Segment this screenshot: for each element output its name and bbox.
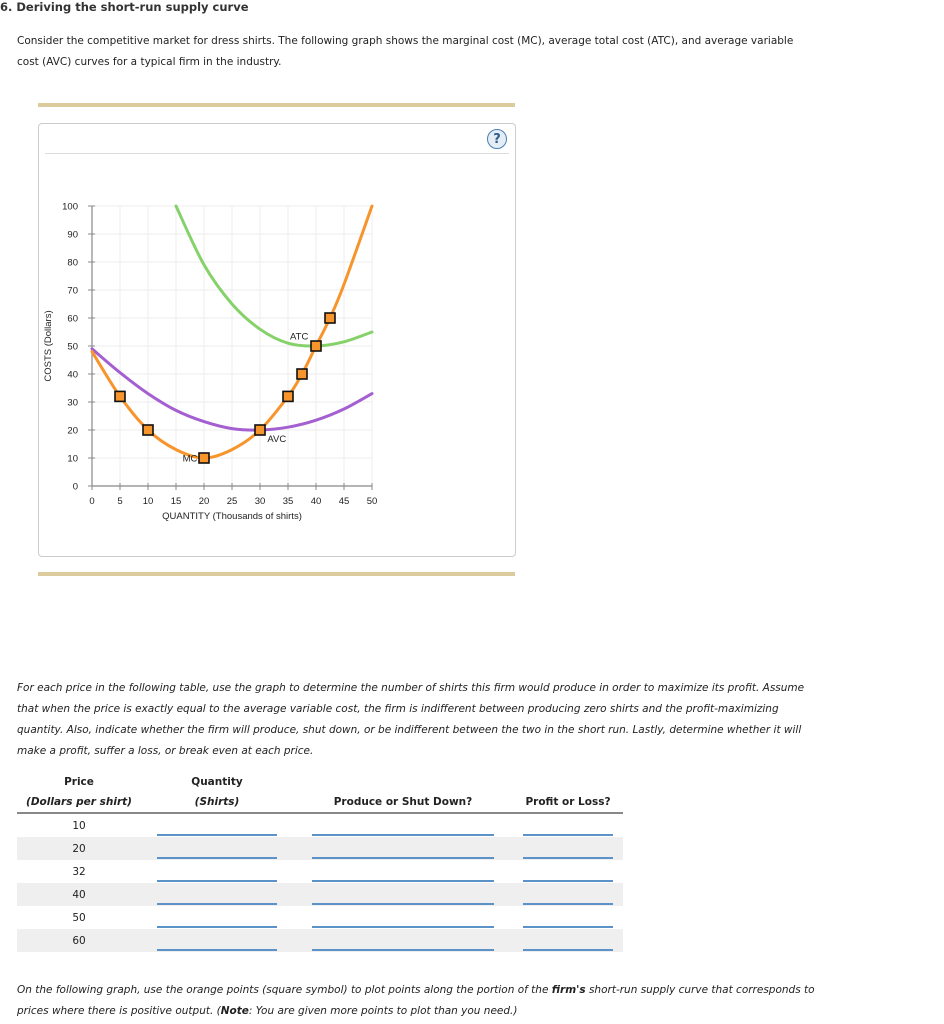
orange-square-marker[interactable] [297, 369, 307, 379]
produce-dropdown[interactable] [312, 862, 494, 882]
price-cell: 50 [72, 911, 86, 924]
produce-dropdown[interactable] [312, 931, 494, 951]
intro-text: Consider the competitive market for dress shirts. The following graph shows the marginal cost (MC), average total cost (ATC), and average variable cost (AVC) curves for a typical firm in the industry. [17, 35, 794, 68]
price-cell: 40 [17, 883, 141, 906]
quantity-dropdown[interactable] [157, 908, 277, 928]
x-tick-label: 10 [142, 496, 154, 507]
profit-dropdown[interactable] [523, 908, 613, 928]
produce-dropdown[interactable] [312, 885, 494, 905]
y-tick-label: 60 [67, 313, 78, 325]
plot-instructions [17, 980, 817, 1022]
profit-dropdown[interactable] [523, 816, 613, 836]
table-row [17, 860, 623, 883]
profit-dropdown[interactable] [523, 862, 613, 882]
x-tick-label: 35 [282, 496, 294, 507]
produce-header: Produce or Shut Down? [293, 792, 513, 813]
y-tick-label: 40 [67, 369, 78, 381]
top-divider [38, 103, 515, 107]
y-tick-label: 90 [67, 229, 78, 241]
cost-curves-chart [38, 180, 514, 540]
plot-instr-bold2: Note [220, 1005, 249, 1017]
question-title: 6. Deriving the short-run supply curve [0, 0, 249, 14]
y-tick-label: 30 [67, 397, 78, 409]
profit-dropdown[interactable] [523, 839, 613, 859]
x-tick-label: 5 [117, 496, 123, 507]
plot-instr-part2: short-run supply curve that corresponds to prices where there is positive output. ( [17, 984, 815, 1017]
price-cell: 60 [17, 929, 141, 952]
atc-label: ATC [290, 331, 309, 343]
panel-header-divider [45, 153, 509, 154]
y-tick-label: 50 [67, 341, 78, 353]
atc-curve [176, 206, 372, 346]
y-tick-label: 0 [72, 481, 78, 493]
orange-square-marker[interactable] [283, 391, 293, 401]
profit-dropdown[interactable] [523, 885, 613, 905]
price-cell: 10 [72, 819, 86, 832]
table-row [17, 813, 623, 837]
produce-dropdown[interactable] [312, 839, 494, 859]
produce-dropdown[interactable] [312, 816, 494, 836]
quantity-dropdown[interactable] [157, 931, 277, 951]
mc-label: MC [182, 453, 198, 465]
x-axis-label: QUANTITY (Thousands of shirts) [162, 511, 302, 522]
y-tick-label: 70 [67, 285, 78, 297]
price-cell: 20 [17, 837, 141, 860]
price-table [17, 772, 623, 952]
y-axis-label: COSTS (Dollars) [43, 310, 54, 382]
bottom-divider [38, 572, 515, 576]
orange-square-marker[interactable] [199, 453, 209, 463]
quantity-dropdown[interactable] [157, 839, 277, 859]
x-tick-label: 25 [226, 496, 238, 507]
table-row [17, 883, 623, 906]
price-header: Price [64, 776, 94, 788]
table-row [17, 906, 623, 929]
plot-instr-bold1: firm's [551, 984, 586, 996]
table-row [17, 837, 623, 860]
x-tick-label: 45 [338, 496, 350, 507]
quantity-header: Quantity [191, 776, 243, 788]
profit-header: Profit or Loss? [513, 792, 623, 813]
quantity-dropdown[interactable] [157, 885, 277, 905]
orange-square-marker[interactable] [325, 313, 335, 323]
x-tick-label: 0 [89, 496, 95, 507]
orange-square-marker[interactable] [143, 425, 153, 435]
orange-square-marker[interactable] [255, 425, 265, 435]
orange-square-marker[interactable] [311, 341, 321, 351]
quantity-dropdown[interactable] [157, 862, 277, 882]
x-tick-label: 50 [366, 496, 378, 507]
quantity-dropdown[interactable] [157, 816, 277, 836]
avc-label: AVC [267, 433, 287, 445]
price-cell: 32 [72, 865, 86, 878]
price-subheader: (Dollars per shirt) [17, 792, 141, 813]
y-tick-label: 20 [67, 425, 78, 437]
quantity-subheader: (Shirts) [141, 792, 293, 813]
orange-square-marker[interactable] [115, 391, 125, 401]
y-tick-label: 100 [62, 201, 78, 213]
help-icon[interactable]: ? [487, 129, 507, 149]
instructions-text: For each price in the following table, use the graph to determine the number of shirts this firm would produce in order to maximize its profit. Assume that when the price is exactly equal to the average variable cost, the firm is indifferent between producing zero shirts and the profit-maximizing quantity. Also, indicate whether the firm will produce, shut down, or be indifferent between the two in the short run. Lastly, determine whether it will make a profit, suffer a loss, or break even at each price. [17, 682, 805, 757]
x-tick-label: 20 [198, 496, 210, 507]
x-tick-label: 15 [170, 496, 182, 507]
plot-instr-part1: On the following graph, use the orange points (square symbol) to plot points along the portion of the [17, 984, 552, 996]
y-tick-label: 80 [67, 257, 78, 269]
plot-instr-part3: : You are given more points to plot than you need.) [248, 1005, 518, 1017]
profit-dropdown[interactable] [523, 931, 613, 951]
x-tick-label: 40 [310, 496, 322, 507]
produce-dropdown[interactable] [312, 908, 494, 928]
table-row [17, 929, 623, 952]
x-tick-label: 30 [254, 496, 266, 507]
y-tick-label: 10 [67, 453, 78, 465]
